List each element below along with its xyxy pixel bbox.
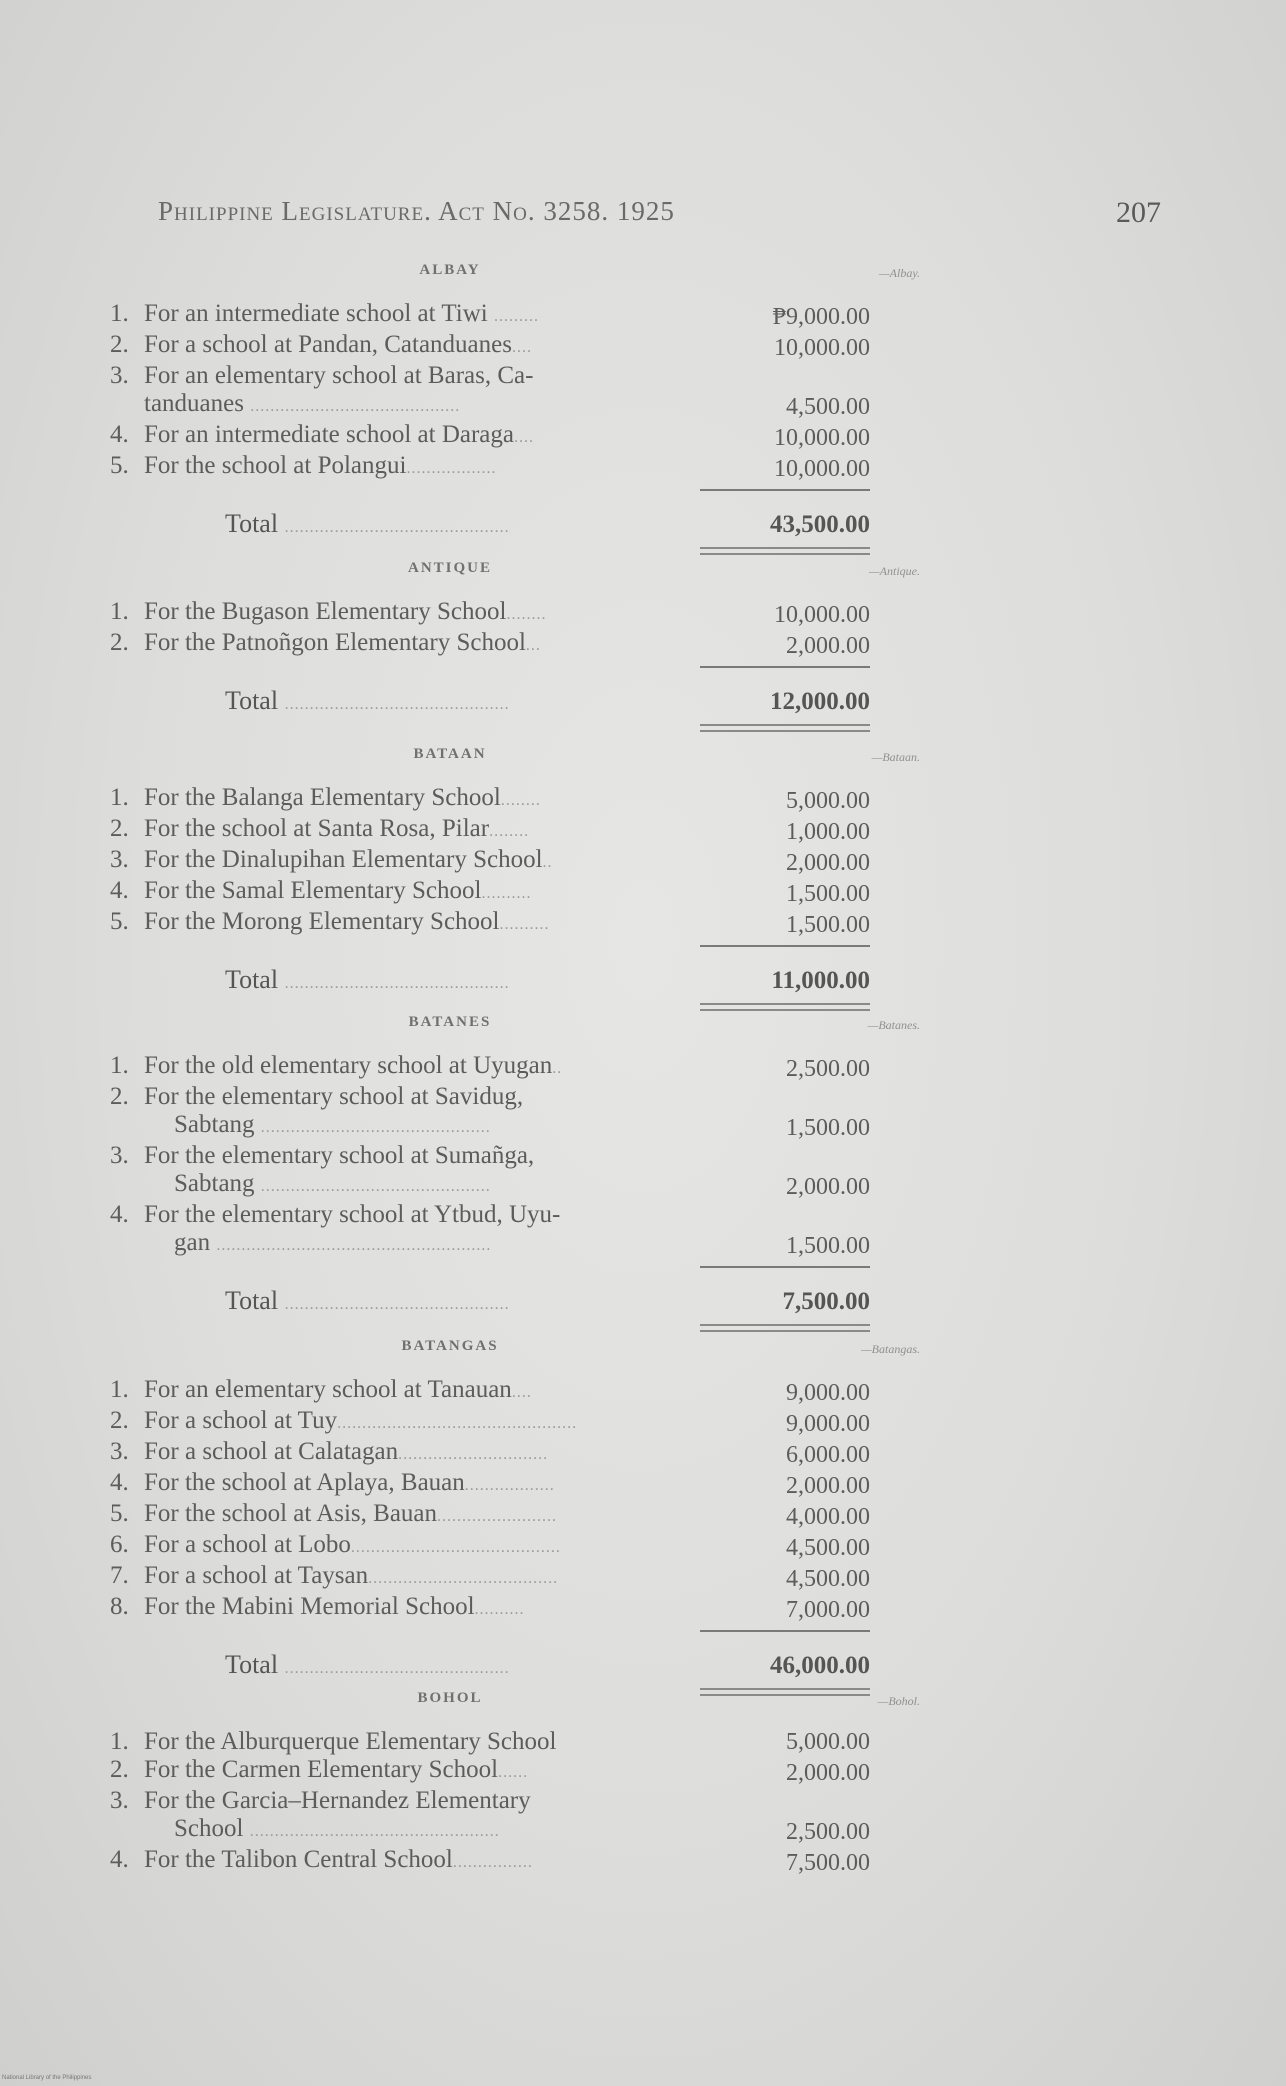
double-rule bbox=[700, 547, 870, 555]
list-item: 5. For the school at Polangui.................. 10,000.00 bbox=[110, 452, 870, 482]
margin-note: —Batangas. bbox=[860, 1342, 920, 1356]
section-batanes bbox=[110, 1014, 920, 1332]
section-bohol bbox=[110, 1690, 920, 1877]
list-item: 1. For the Alburquerque Elementary School 5,000.00 bbox=[110, 1728, 870, 1755]
margin-note: —Antique. bbox=[869, 564, 920, 578]
list-item: 1. For an intermediate school at Tiwi ......... ₱9,000.00 bbox=[110, 300, 870, 330]
list-item: 4. For an intermediate school at Daraga.... 10,000.00 bbox=[110, 421, 870, 451]
list-item: 4. For the Talibon Central School................ 7,500.00 bbox=[110, 1846, 870, 1876]
sum-rule bbox=[700, 489, 870, 491]
list-item: 1. For an elementary school at Tanauan.... 9,000.00 bbox=[110, 1376, 870, 1406]
list-item: 5. For the school at Asis, Bauan........................ 4,000.00 bbox=[110, 1500, 870, 1530]
total-row: Total ............................................. 46,000.00 bbox=[225, 1650, 870, 1679]
section-title: BATAAN bbox=[413, 746, 487, 762]
list-item: 7. For a school at Taysan...................................... 4,500.00 bbox=[110, 1562, 870, 1592]
list-item: 3. For a school at Calatagan.............................. 6,000.00 bbox=[110, 1438, 870, 1468]
sum-rule bbox=[700, 945, 870, 947]
double-rule bbox=[700, 1324, 870, 1332]
sum-rule bbox=[700, 666, 870, 668]
section-antique bbox=[110, 560, 920, 732]
total-row: Total ............................................. 12,000.00 bbox=[225, 686, 870, 715]
running-head: Philippine Legislature. Act No. 3258. 1925 bbox=[158, 196, 675, 226]
margin-note: —Bataan. bbox=[871, 750, 920, 764]
list-item: 2. For a school at Pandan, Catanduanes.... 10,000.00 bbox=[110, 331, 870, 361]
list-item: 3. For the Dinalupihan Elementary School.. 2,000.00 bbox=[110, 846, 870, 876]
margin-note: —Albay. bbox=[879, 266, 920, 280]
list-item: 2. For the elementary school at Savidug, Sabtang .............................................. 1,500.00 bbox=[110, 1083, 870, 1141]
list-item: 2. For the Patnoñgon Elementary School... 2,000.00 bbox=[110, 629, 870, 659]
list-item: 6. For a school at Lobo.......................................... 4,500.00 bbox=[110, 1531, 870, 1561]
section-title: BATANGAS bbox=[401, 1338, 499, 1354]
total-row: Total ............................................. 43,500.00 bbox=[225, 509, 870, 538]
list-item: 2. For a school at Tuy................................................ 9,000.00 bbox=[110, 1407, 870, 1437]
section-title: BOHOL bbox=[417, 1690, 483, 1706]
list-item: 8. For the Mabini Memorial School.......... 7,000.00 bbox=[110, 1593, 870, 1623]
section-title: ANTIQUE bbox=[407, 560, 492, 576]
list-item: 2. For the school at Santa Rosa, Pilar........ 1,000.00 bbox=[110, 815, 870, 845]
list-item: 4. For the elementary school at Ytbud, Uyu- gan ....................................................... 1,500.00 bbox=[110, 1201, 870, 1259]
list-item: 3. For the elementary school at Sumañga, Sabtang .............................................. 2,000.00 bbox=[110, 1142, 870, 1200]
footer-stamp: National Library of the Philippines bbox=[2, 2075, 92, 2081]
section-bataan bbox=[110, 746, 920, 1011]
section-title: ALBAY bbox=[419, 262, 481, 278]
section-title: BATANES bbox=[408, 1014, 492, 1030]
list-item: 4. For the school at Aplaya, Bauan.................. 2,000.00 bbox=[110, 1469, 870, 1499]
list-item: 2. For the Carmen Elementary School...... 2,000.00 bbox=[110, 1756, 870, 1786]
sum-rule bbox=[700, 1630, 870, 1632]
sum-rule bbox=[700, 1266, 870, 1268]
list-item: 1. For the Balanga Elementary School........ 5,000.00 bbox=[110, 784, 870, 814]
margin-note: —Bohol. bbox=[877, 1694, 920, 1708]
total-row: Total ............................................. 11,000.00 bbox=[225, 965, 870, 994]
list-item: 1. For the old elementary school at Uyugan.. 2,500.00 bbox=[110, 1052, 870, 1082]
page-number: 207 bbox=[1116, 196, 1161, 229]
list-item: 5. For the Morong Elementary School.......... 1,500.00 bbox=[110, 908, 870, 938]
list-item: 3. For an elementary school at Baras, Ca- tanduanes .......................................... 4,500.00 bbox=[110, 362, 870, 420]
section-batangas bbox=[110, 1338, 920, 1696]
double-rule bbox=[700, 724, 870, 732]
total-row: Total ............................................. 7,500.00 bbox=[225, 1286, 870, 1315]
margin-note: —Batanes. bbox=[867, 1018, 920, 1032]
list-item: 3. For the Garcia–Hernandez Elementary School .................................................. 2,500.00 bbox=[110, 1787, 870, 1845]
double-rule bbox=[700, 1003, 870, 1011]
list-item: 4. For the Samal Elementary School.......... 1,500.00 bbox=[110, 877, 870, 907]
list-item: 1. For the Bugason Elementary School........ 10,000.00 bbox=[110, 598, 870, 628]
section-albay bbox=[110, 262, 920, 555]
